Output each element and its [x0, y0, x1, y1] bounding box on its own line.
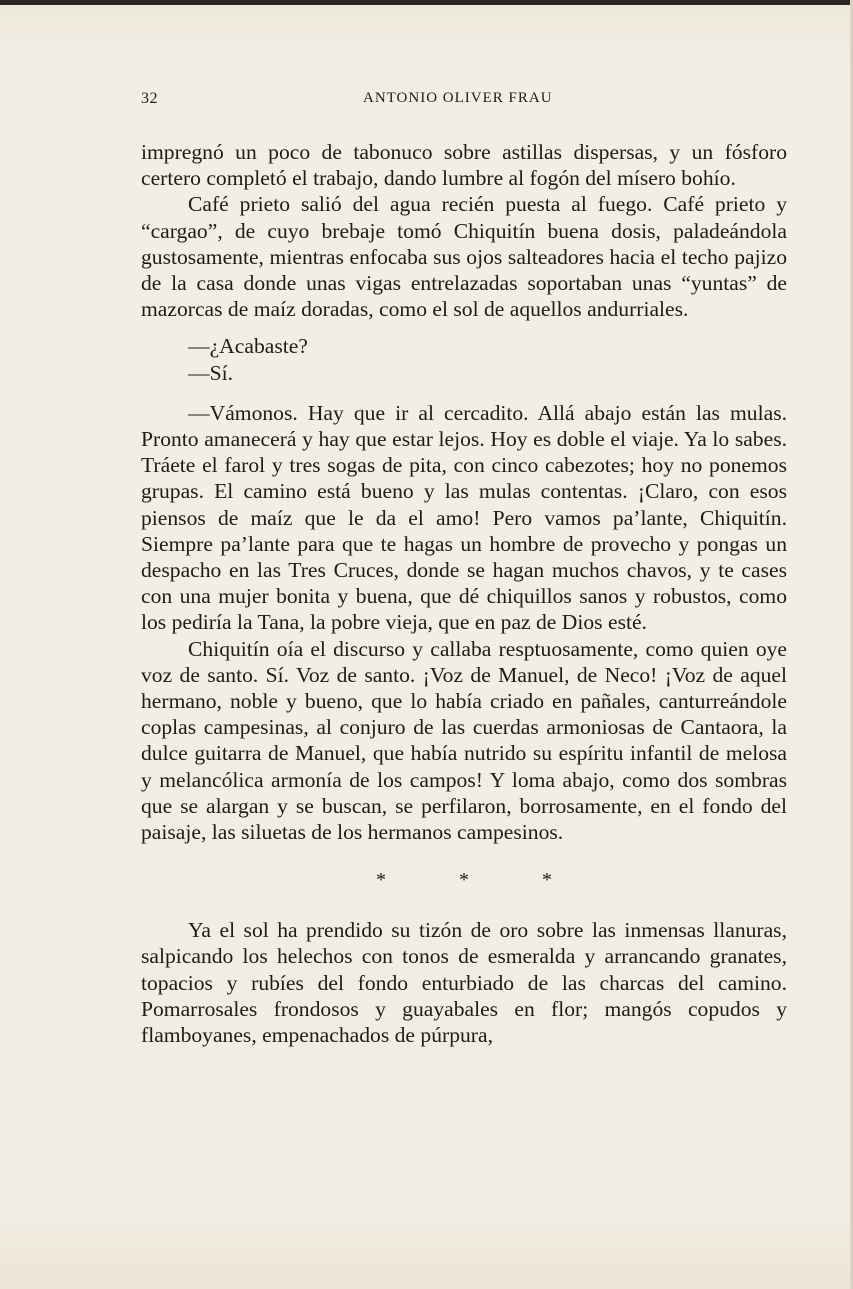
body-text: [141, 139, 787, 1048]
paragraph: Café prieto salió del agua recién puesta al fuego. Café prieto y “cargao”, de cuyo brebaje tomó Chiquitín buena dosis, paladeándola gustosamente, mientras enfocaba sus ojos salteadores hacia el techo pajizo de la casa donde unas vigas entrelazadas soportaban unas “yuntas” de mazorcas de maíz doradas, como el sol de aquellos andurriales.: [141, 192, 787, 322]
scan-top-edge: [0, 0, 853, 5]
paragraph: —Vámonos. Hay que ir al cercadito. Allá abajo están las mulas. Pronto amanecerá y hay que estar lejos. Hoy es doble el viaje. Ya lo sabes. Tráete el farol y tres sogas de pita, con cinco cabezotes; hoy no ponemos grupas. El camino está bueno y las mulas contentas. ¡Claro, con esos piensos de maíz que le da el amo! Pero vamos pa’lante, Chiquitín. Siempre pa’lante para que te hagas un hombre de provecho y pongas un despacho en las Tres Cruces, donde se hagan muchos chavos, y te cases con una mujer bonita y buena, que dé chiquillos sanos y robustos, como los pediría la Tana, la pobre vieja, que en paz de Dios esté.: [141, 400, 787, 635]
paragraph: Ya el sol ha prendido su tizón de oro sobre las inmensas llanuras, salpicando los helechos con tonos de esmeralda y arrancando granates, topacios y rubíes del fondo enturbiado de las charcas del camino. Pomarrosales frondosos y guayabales en flor; mangós copudos y flamboyanes, empenachados de púrpura,: [141, 918, 787, 1048]
dialog-line: —¿Acabaste?: [188, 334, 308, 359]
paragraph: impregnó un poco de tabonuco sobre astillas dispersas, y un fósforo certero completó el trabajo, dando lumbre al fogón del mísero bohío.: [141, 140, 787, 191]
paragraph: Chiquitín oía el discurso y callaba resptuosamente, como quien oye voz de santo. Sí. Voz de santo. ¡Voz de Manuel, de Neco! ¡Voz de aquel hermano, noble y bueno, que lo había criado en pañales, canturreándole coplas campesinas, al conjuro de las cuerdas armoniosas de Cantaora, la dulce guitarra de Manuel, que había nutrido su espíritu infantil de melosa y melancólica armonía de los campos! Y loma abajo, como dos sombras que se alargan y se buscan, se perfilaron, borrosamente, en el fondo del paisaje, las siluetas de los hermanos campesinos.: [141, 636, 787, 845]
dialog-line: —Sí.: [188, 360, 234, 385]
page-header: [141, 90, 787, 116]
running-head: ANTONIO OLIVER FRAU: [363, 90, 553, 106]
page-number: 32: [141, 90, 158, 107]
section-separator: * * *: [376, 869, 586, 892]
